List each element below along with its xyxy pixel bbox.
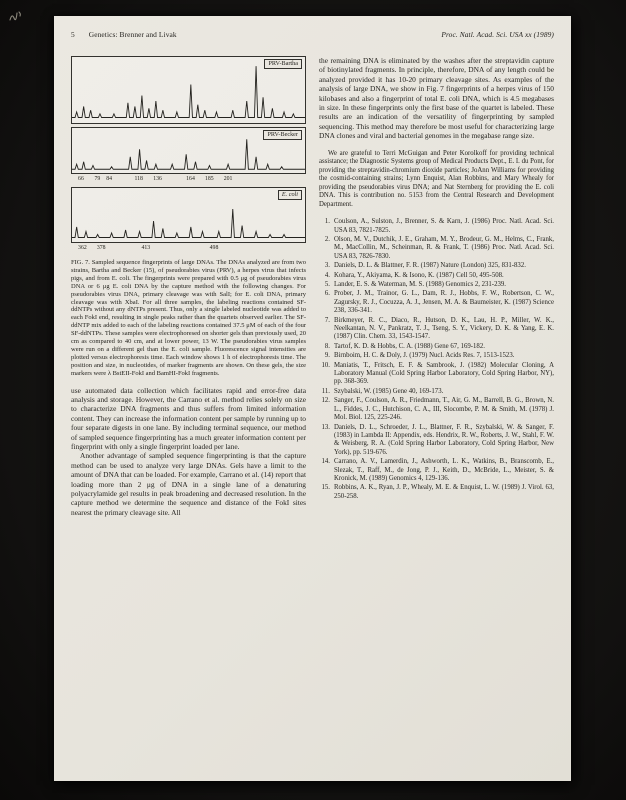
size-marker-label: 136: [153, 176, 162, 182]
reference-text: Robbins, A. K., Ryan, J. P., Whealy, M. E. & Enquist, L. W. (1989) J. Virol. 63, 250-258.: [334, 484, 554, 500]
reference-number: 14.: [321, 458, 330, 466]
reference-item: [319, 317, 554, 342]
reference-item: [319, 272, 554, 280]
trace-panel-prv-bartha: [71, 56, 306, 124]
reference-text: Birkmeyer, R. C., Diaco, R., Hutson, D. K., Lau, H. P., Miller, W. K., Neelkantan, N. V., Pankratz, T. J., Tseng, S. Y., Vickery, D. K. & Yang, E. K. (1987) Clin. Chem. 33, 1543-1547.: [334, 316, 554, 341]
body-paragraph: Another advantage of sampled sequence fingerprinting is that the capture method can be used to analyze very large DNAs. Gels have a limit to the amount of DNA that can be loaded. For example, Carrano et al. (14) report that loading more than 2 μg of DNA in a single lane of a denaturing polyacrylamide gel results in peak broadening and decreased resolution. In the capture method we determine the sequence and distance of the FokI sites nearest the primary cleavage site. All: [71, 451, 306, 517]
reference-text: Daniels, D. L., Schroeder, J. L., Blattner, F. R., Szybalski, W. & Sanger, F. (1983) in Lambda II: Appendix, eds. Hendrix, R. W., Roberts, J. W., Stahl, F. W. & Weisberg, R. A. (Cold Spring Harbor Laboratory, Cold Spring Harbor, New York), pp. 519-676.: [334, 423, 554, 456]
reference-text: Prober, J. M., Trainor, G. L., Dam, R. J., Hobbs, F. W., Robertson, C. W., Zagursky, R. J., Cocuzza, A. J., Jensen, M. A. & Baumeister, K. (1987) Science 238, 336-341.: [334, 290, 554, 315]
reference-number: 7.: [324, 316, 330, 324]
reference-text: Kohara, Y., Akiyama, K. & Isono, K. (1987) Cell 50, 495-508.: [334, 271, 504, 279]
reference-text: Sanger, F., Coulson, A. R., Friedmann, T., Air, G. M., Barrell, B. G., Brown, N. L., Fiddes, J. C., Hutchison, C. A., III, Slocombe, P. M. & Smith, M. (1978) J. Mol. Biol. 125, 225-246.: [334, 397, 554, 422]
journal-citation: Proc. Natl. Acad. Sci. USA xx (1989): [441, 30, 554, 39]
running-head-left: [71, 30, 177, 39]
panel-label-prv-becker: PRV-Becker: [263, 130, 302, 140]
reference-text: Daniels, D. L. & Blattner, F. R. (1987) Nature (London) 325, 831-832.: [334, 262, 526, 270]
reference-number: 4.: [324, 271, 330, 279]
right-column: [319, 56, 554, 517]
size-marker-label: 413: [141, 245, 151, 251]
size-marker-label: 118: [134, 176, 143, 182]
trace-panel-prv-becker: [71, 127, 306, 174]
figure-7: [71, 56, 306, 378]
reference-text: Carrano, A. V., Lamerdin, J., Ashworth, L. K., Watkins, B., Branscomb, E., Slezak, T., Raff, M., de Jong, P. J., Keith, D., McBride, L., Meister, S. & Kronick, M. (1989) Genomics 4, 129-136.: [334, 458, 554, 482]
reference-number: 2.: [324, 235, 330, 243]
reference-item: [319, 218, 554, 235]
reference-text: Tartof, K. D. & Hobbs, C. A. (1988) Gene 67, 169-182.: [334, 342, 485, 350]
journal-page: [54, 16, 571, 781]
size-marker-label: 498: [209, 245, 219, 251]
reference-item: [319, 352, 554, 360]
references-list: [319, 218, 554, 501]
size-marker-label: 185: [204, 176, 214, 182]
running-head: [71, 30, 554, 39]
size-marker-label: 164: [186, 176, 195, 182]
fluorescence-trace: [72, 188, 305, 242]
reference-item: [319, 424, 554, 458]
reference-item: [319, 458, 554, 483]
reference-text: Birnboim, H. C. & Doly, J. (1979) Nucl. Acids Res. 7, 1513-1523.: [334, 352, 515, 360]
page-number: 5: [71, 30, 75, 39]
reference-item: [319, 236, 554, 261]
reference-item: [319, 343, 554, 351]
size-marker-label: 201: [223, 176, 233, 182]
body-paragraph: use automated data collection which facilitates rapid and error-free data analysis and storage. However, the Carrano et al. method relies solely on size to characterize DNA fragments and thus suffers from limited information content. They can increase the information content per sample by running up to four separate digests in one lane. By including terminal sequence, our method of sampled sequence fingerprinting has a much greater information content per fingerprint with only a single fingerprint loaded per lane.: [71, 385, 306, 452]
reference-number: 13.: [321, 423, 330, 431]
left-column: [71, 56, 306, 517]
body-paragraph: the remaining DNA is eliminated by the washes after the streptavidin capture of biotinylated fragments. In principle, therefore, DNA of any length could be analyzed provided it has 10-20 primary cleavage sites. As examples of the analysis of large DNA, we show in Fig. 7 fingerprints of a herpes virus of 150 kilobases and also a fingerprint of total E. coli DNA, which is 4.5 megabases in size. In these fingerprints only the first base of the quartet is labeled. These results are an indication of the versatility of fingerprinting by sampled sequencing. This method may therefore be most useful for characterizing large DNA clones and viral and bacterial genomes in the megabase range size.: [319, 56, 554, 141]
size-marker-label: 362: [78, 245, 87, 251]
reference-item: [319, 397, 554, 422]
reference-number: 3.: [324, 262, 330, 270]
reference-text: Olson, M. V., Dutchik, J. E., Graham, M. Y., Brodeur, G. M., Helms, C., Frank, M., MacCollin, M., Scheinman, R. & Frank, T. (1986) Proc. Natl. Acad. Sci. USA 83, 7826-7830.: [334, 235, 554, 260]
reference-number: 15.: [321, 484, 330, 492]
reference-text: Szybalski, W. (1985) Gene 40, 169-173.: [334, 387, 444, 395]
panel-label-prv-bartha: PRV-Bartha: [264, 59, 302, 69]
trace-panel-ecoli: [71, 187, 306, 243]
reference-text: Lander, E. S. & Waterman, M. S. (1988) Genomics 2, 231-239.: [334, 281, 506, 288]
reference-item: [319, 262, 554, 270]
size-marker-label: 84: [106, 176, 113, 182]
panel-label-ecoli: E. coli: [278, 190, 302, 200]
reference-number: 10.: [321, 361, 330, 369]
figure-caption: FIG. 7. Sampled sequence fingerprints of large DNAs. The DNAs analyzed are from two strains, Bartha and Becker (15), of pseudorabies virus (PRV), a herpes virus that infects pigs, and from E. coli. The fingerprints were prepared with 0.5 μg of pseudorabies virus DNA or 6 μg E. coli DNA by the capture method with the following changes. For pseudorabies virus DNA, primary cleavage was with SalI; for E. coli DNA, primary cleavage was with XbaI. For all three samples, the labeling reactions contained SF-ddNTPs without any dNTPs present. Thus, only a single labeled nucleotide was added to each FokI end, resulting in single peaks rather than the quartets observed earlier. The SF-ddNTP mix added to each of the labeling reactions contained 37.5 μM of each of the four SF-ddNTPs. These samples were electrophoresed on shorter gels than previously used, 20 cm as compared to 40 cm, and at lower power, 13 W. The pseudorabies virus samples were run on a different gel than the E. coli sample. Fluorescence signal intensities are plotted versus electrophoresis time. Each window shows 1 h of electrophoresis time. The position and size, in nucleotides, of marker fragments are shown. On these gels, the size markers were λ BstEII-FokI and BamHI-FokI fragments.: [71, 259, 306, 377]
reference-item: [319, 281, 554, 289]
handwritten-mark: [6, 6, 32, 28]
reference-number: 12.: [321, 397, 330, 405]
reference-number: 6.: [324, 290, 330, 298]
size-marker-label: 66: [78, 176, 84, 182]
reference-number: 8.: [324, 342, 330, 350]
reference-text: Maniatis, T., Fritsch, E. F. & Sambrook, J. (1982) Molecular Cloning, A Laboratory Manual (Cold Spring Harbor Laboratory, Cold Spring Harbor, NY), pp. 368-369.: [334, 361, 554, 386]
reference-number: 9.: [324, 352, 330, 360]
reference-item: [319, 290, 554, 315]
reference-number: 5.: [324, 281, 330, 288]
running-head-title: Genetics: Brenner and Livak: [88, 30, 177, 39]
reference-number: 1.: [324, 218, 330, 226]
reference-item: [319, 362, 554, 387]
size-marker-label: 79: [94, 176, 101, 182]
reference-text: Coulson, A., Sulston, J., Brenner, S. & Karn, J. (1986) Proc. Natl. Acad. Sci. USA 83, 7821-7825.: [334, 218, 554, 234]
size-markers-row-ecoli: [71, 244, 306, 253]
reference-item: [319, 388, 554, 396]
size-marker-label: 378: [96, 245, 106, 251]
reference-number: 11.: [321, 387, 330, 395]
acknowledgment-paragraph: We are grateful to Terri McGuigan and Peter Korolkoff for providing technical assistance; the Diagnostic Systems group of Medical Products Dept., E. I. du Pont, for providing the streptavidin-chromium dioxide particles; JoAnn Williams for providing the cosmid-containing strains; Lynn Enquist, Alan Robbins, and Mary Whealy for providing the pseudorabies virus DNA; and Nat Sternberg for providing the E. coli DNA. This is contribution no. 5153 from the Central Research and Development Department.: [319, 149, 554, 208]
two-column-layout: [71, 56, 554, 517]
reference-item: [319, 484, 554, 501]
size-markers-row-prv: [71, 175, 306, 184]
